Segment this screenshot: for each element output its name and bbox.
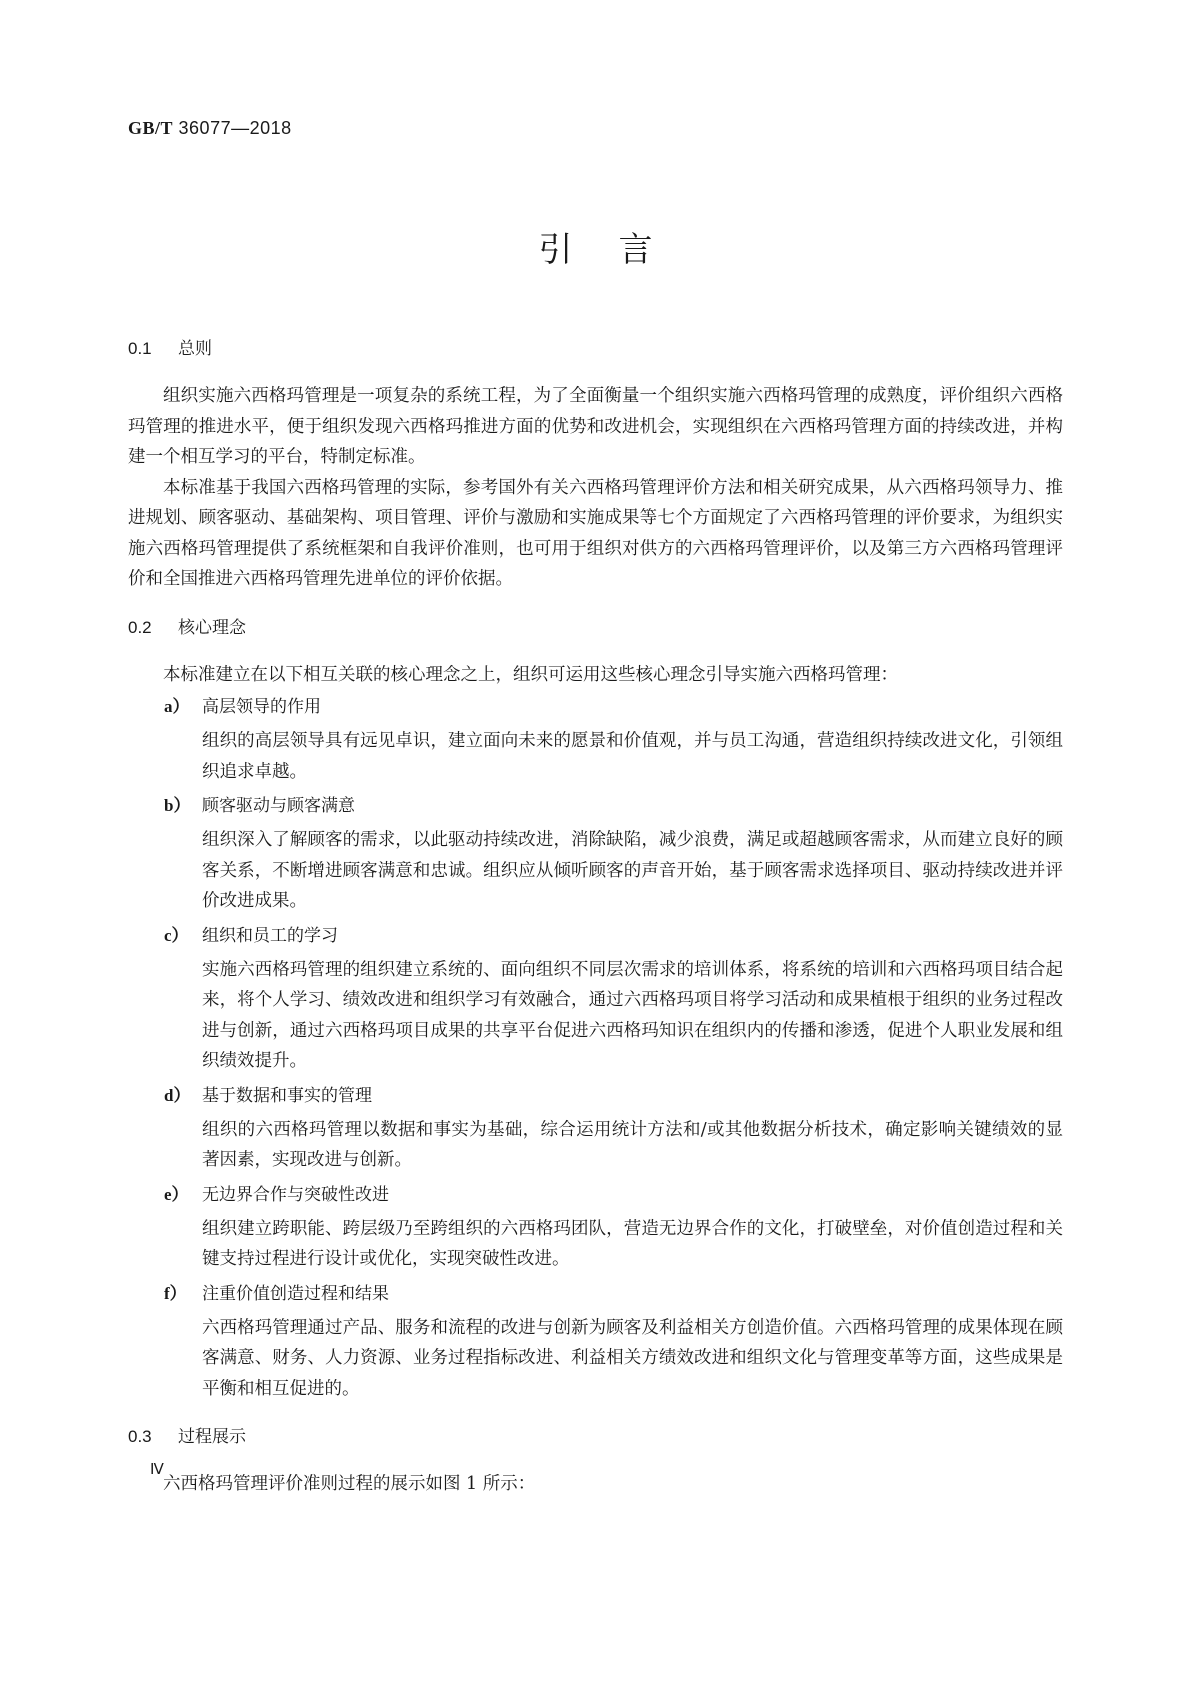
list-marker: f） (164, 1283, 187, 1303)
list-item-body: 组织的六西格玛管理以数据和事实为基础，综合运用统计方法和/或其他数据分析技术，确定影响关键绩效的显著因素，实现改进与创新。 (202, 1119, 1063, 1170)
list-item-title: 基于数据和事实的管理 (202, 1085, 372, 1106)
list-marker: b） (164, 796, 191, 815)
list-item-body: 组织深入了解顾客的需求，以此驱动持续改进，消除缺陷，减少浪费，满足或超越顾客需求，从而建立良好的顾客关系，不断增进顾客满意和忠诚。组织应从倾听顾客的声音开始，基于顾客需求选择项目、驱动持续改进并评价改进成果。 (202, 830, 1063, 911)
list-item-body: 实施六西格玛管理的组织建立系统的、面向组织不同层次需求的培训体系，将系统的培训和六西格玛项目结合起来，将个人学习、绩效改进和组织学习有效融合，通过六西格玛项目将学习活动和成果植根于组织的业务过程改进与创新，通过六西格玛项目成果的共享平台促进六西格玛知识在组织内的传播和渗透，促进个人职业发展和组织绩效提升。 (202, 959, 1063, 1071)
section-number: 0.1 (128, 339, 152, 358)
section-heading (128, 1422, 1063, 1447)
list-marker: e） (164, 1184, 189, 1204)
list-item-body: 组织的高层领导具有远见卓识，建立面向未来的愿景和价值观，并与员工沟通，营造组织持续改进文化，引领组织追求卓越。 (202, 731, 1063, 782)
list-item-heading (164, 692, 1063, 722)
paragraph: 六西格玛管理评价准则过程的展示如图 1 所示： (163, 1474, 536, 1494)
list-item-title: 高层领导的作用 (202, 697, 321, 717)
list-marker: a） (164, 697, 190, 716)
document-body (128, 334, 1063, 1500)
paragraph: 本标准建立在以下相互关联的核心理念之上，组织可运用这些核心理念引导实施六西格玛管理： (163, 664, 898, 685)
list-item-heading (164, 921, 1063, 951)
section-heading (128, 613, 1063, 638)
standard-code-number: 36077—2018 (178, 118, 292, 138)
section-title: 总则 (178, 339, 212, 359)
list-item-body: 组织建立跨职能、跨层级乃至跨组织的六西格玛团队，营造无边界合作的文化，打破壁垒，对价值创造过程和关键支持过程进行设计或优化，实现突破性改进。 (202, 1218, 1063, 1269)
paragraph: 组织实施六西格玛管理是一项复杂的系统工程，为了全面衡量一个组织实施六西格玛管理的成熟度，评价组织六西格玛管理的推进水平，便于组织发现六西格玛推进方面的优势和改进机会，实现组织在六西格玛管理方面的持续改进，并构建一个相互学习的平台，特制定标准。 (128, 386, 1063, 467)
page-number: Ⅳ (150, 1462, 164, 1478)
section-title: 过程展示 (178, 1427, 246, 1447)
list-item-title: 组织和员工的学习 (202, 925, 338, 946)
list-item-title: 注重价值创造过程和结果 (202, 1283, 389, 1304)
section-number: 0.3 (128, 1427, 152, 1446)
section-heading (128, 334, 1063, 359)
list-item-heading (164, 1180, 1063, 1210)
list-item-title: 无边界合作与突破性改进 (202, 1184, 389, 1205)
list-item-heading (164, 791, 1063, 821)
list-item-body: 六西格玛管理通过产品、服务和流程的改进与创新为顾客及利益相关方创造价值。六西格玛管理的成果体现在顾客满意、财务、人力资源、业务过程指标改进、利益相关方绩效改进和组织文化与管理变革等方面，这些成果是平衡和相互促进的。 (202, 1317, 1063, 1399)
section-number: 0.2 (128, 617, 152, 637)
standard-code (128, 118, 292, 139)
section-title: 核心理念 (178, 617, 246, 638)
paragraph: 本标准基于我国六西格玛管理的实际，参考国外有关六西格玛管理评价方法和相关研究成果，从六西格玛领导力、推进规划、顾客驱动、基础架构、项目管理、评价与激励和实施成果等七个方面规定了六西格玛管理的评价要求，为组织实施六西格玛管理提供了系统框架和自我评价准则，也可用于组织对供方的六西格玛管理评价，以及第三方六西格玛管理评价和全国推进六西格玛管理先进单位的评价依据。 (128, 477, 1063, 589)
list-item-heading (164, 1279, 1063, 1309)
list-item-title: 顾客驱动与顾客满意 (202, 796, 355, 816)
list-marker: c） (164, 925, 189, 945)
list-marker: d） (164, 1085, 191, 1105)
list-item-heading (164, 1081, 1063, 1111)
page-title: 引言 (538, 230, 699, 270)
standard-code-prefix: GB/T (128, 118, 174, 138)
